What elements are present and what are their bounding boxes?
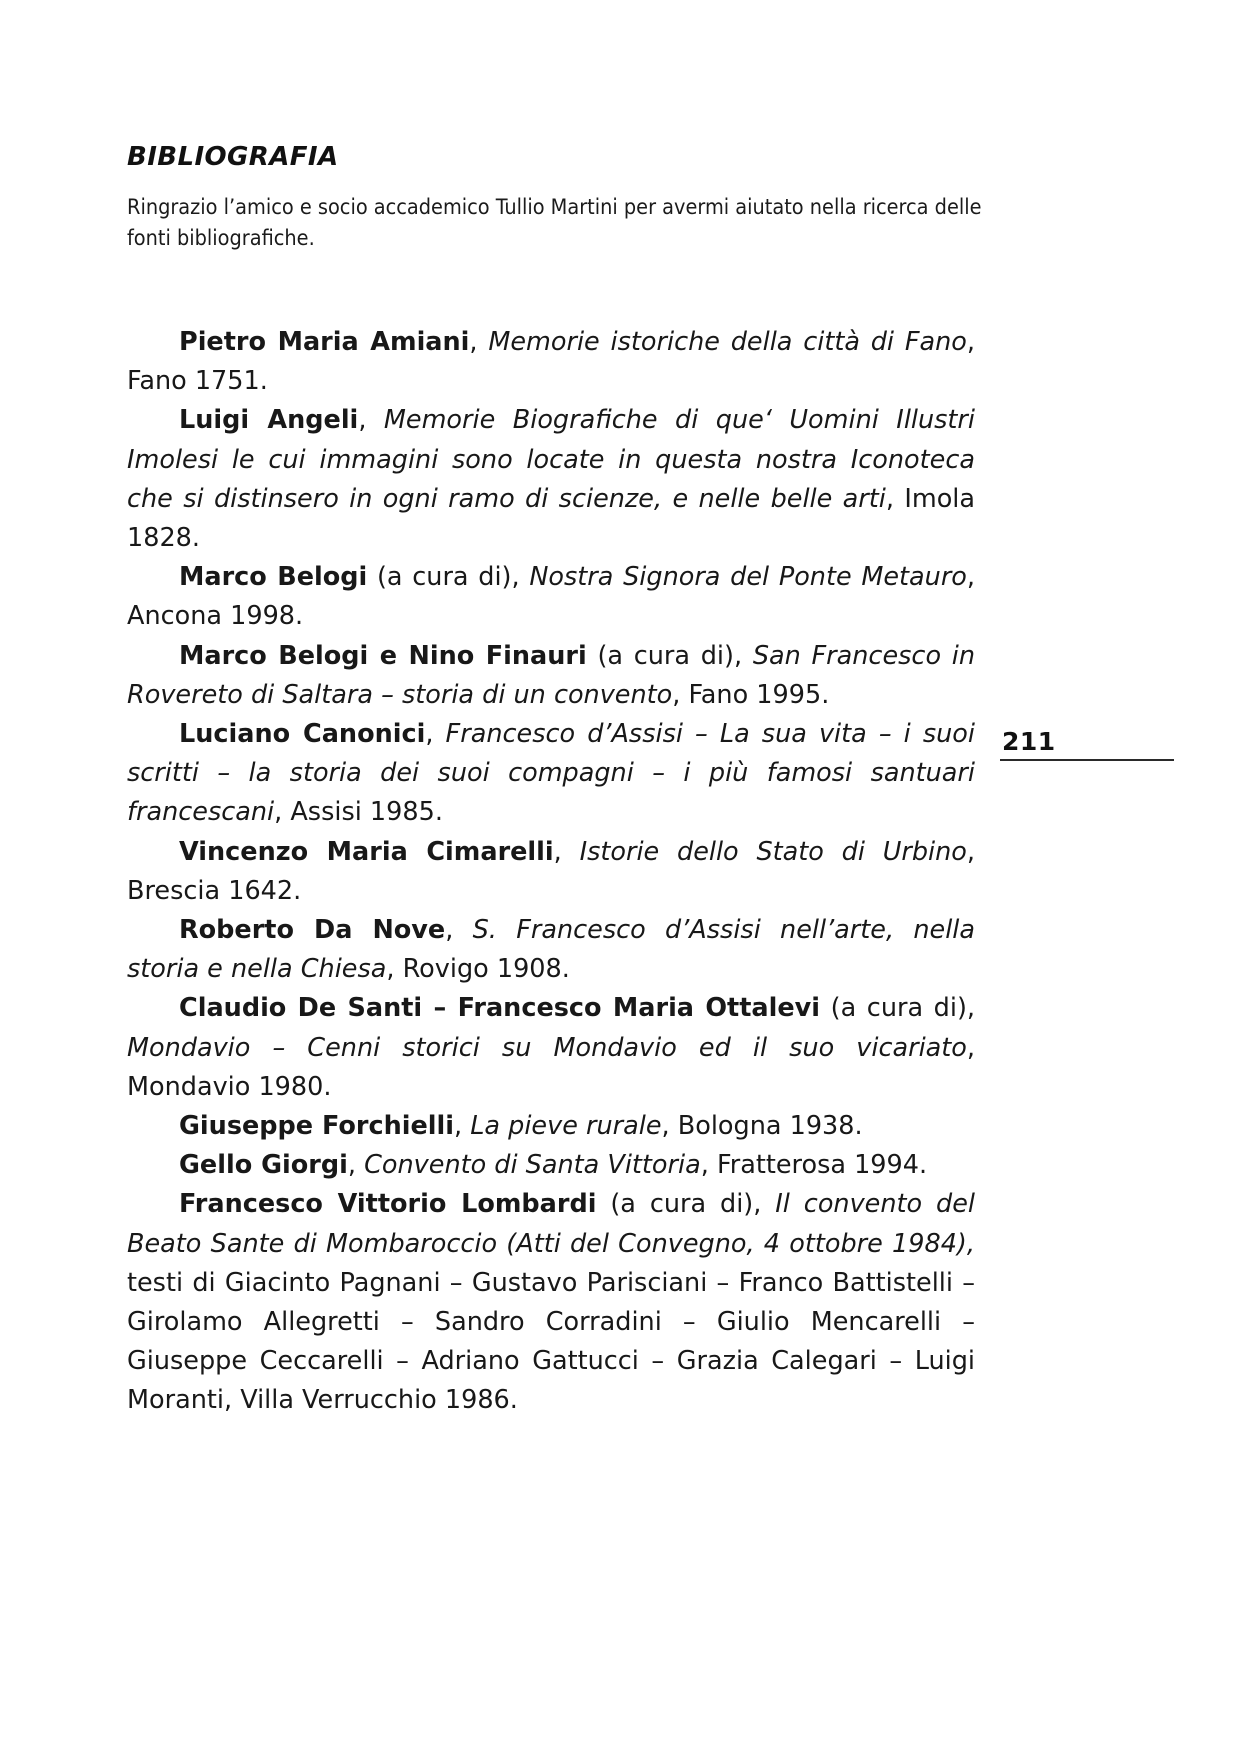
entry-contributors: testi di Giacinto Pagnani – Gustavo Parisciani – Franco Battistelli – Girolamo Allegretti – Sandro Corradini – Giulio Mencarelli – Giuseppe Ceccarelli – Adriano Gattucci – Grazia Calegari – Luigi Moranti,: [127, 1267, 975, 1416]
entry-separator: ,: [661, 1111, 678, 1142]
entry-imprint: Rovigo 1908.: [402, 954, 570, 985]
folio: [1000, 727, 1176, 761]
entry-separator: ,: [733, 640, 753, 671]
entry-author: Marco Belogi: [179, 562, 368, 593]
bibliography-entry: [127, 715, 975, 833]
entry-author: Francesco Vittorio Lombardi: [179, 1189, 597, 1220]
page-number: 211: [1002, 727, 1056, 756]
entry-title: Nostra Signora del Ponte Metauro: [529, 562, 967, 593]
entry-author: Roberto Da Nove: [179, 915, 446, 946]
entry-imprint: Brescia 1642.: [127, 875, 302, 906]
entry-imprint: Fano 1995.: [688, 679, 830, 710]
entry-author: Giuseppe Forchielli: [179, 1111, 454, 1142]
entry-role: (a cura di): [597, 640, 734, 671]
entry-separator: ,: [966, 327, 975, 357]
entry-author: Marco Belogi e Nino Finauri: [179, 640, 587, 671]
entry-title: La pieve rurale: [470, 1111, 662, 1142]
entry-separator: ,: [347, 1150, 365, 1181]
bibliography-entry: [127, 989, 975, 1107]
entry-separator: ,: [966, 836, 975, 867]
entry-title: Convento di Santa Vittoria: [364, 1150, 701, 1181]
entry-separator: [367, 562, 377, 592]
entry-imprint: Fano 1751.: [127, 366, 268, 397]
entry-separator: [820, 993, 831, 1023]
entry-title: Mondavio – Cenni storici su Mondavio ed il suo vicariato: [127, 1032, 967, 1063]
entry-title: San Francesco in Rovereto di Saltara – storia di un convento: [127, 640, 976, 710]
entry-role: (a cura di): [830, 993, 967, 1024]
bibliography-entry: [127, 833, 975, 911]
entry-title: Memorie Biografiche di que‘ Uomini Illustri Imolesi le cui immagini sono locate in questa nostra Iconoteca che si distinsero in ogni ramo di scienze, e nelle belle arti: [127, 405, 976, 514]
entry-separator: [596, 1189, 610, 1219]
bibliography-entry: [127, 1146, 975, 1185]
entry-separator: ,: [274, 797, 291, 828]
entry-separator: [232, 1385, 240, 1415]
entry-title: Memorie istoriche della città di Fano: [488, 327, 967, 357]
entry-title: S. Francesco d’Assisi nell’arte, nella storia e nella Chiesa: [127, 915, 975, 985]
entry-author: Gello Giorgi: [179, 1150, 348, 1181]
entry-separator: ,: [386, 954, 403, 985]
bibliography-entry: [127, 911, 975, 989]
entry-author: Luigi Angeli: [179, 405, 359, 436]
entry-imprint: Ancona 1998.: [127, 601, 304, 632]
bibliography-entry: [127, 1185, 975, 1420]
entry-imprint: Mondavio 1980.: [127, 1071, 332, 1102]
page-title: BIBLIOGRAFIA: [127, 142, 339, 173]
entry-title: Francesco d’Assisi – La sua vita – i suoi scritti – la storia dei suoi compagni – i più famosi santuari francescani: [127, 719, 975, 828]
entry-separator: ,: [358, 405, 384, 436]
bibliography-list: [127, 323, 975, 1421]
folio-rule: [1000, 759, 1174, 761]
entry-imprint: Bologna 1938.: [677, 1111, 863, 1142]
bibliography-entry: [127, 637, 975, 715]
entry-imprint: Assisi 1985.: [290, 797, 443, 828]
entry-title: Istorie dello Stato di Urbino: [579, 836, 967, 867]
entry-separator: ,: [672, 679, 689, 710]
entry-author: Luciano Canonici: [179, 719, 426, 750]
entry-role: (a cura di): [376, 562, 512, 593]
entry-imprint: Imola 1828.: [127, 483, 976, 554]
entry-imprint: Villa Verrucchio 1986.: [240, 1385, 518, 1416]
entry-separator: ,: [469, 327, 489, 357]
entry-role: (a cura di): [610, 1189, 754, 1220]
entry-author: Pietro Maria Amiani: [179, 327, 470, 357]
bibliography-entry: [127, 401, 975, 558]
entry-separator: ,: [453, 1111, 471, 1142]
entry-separator: ,: [885, 483, 905, 514]
entry-separator: ,: [753, 1189, 776, 1220]
entry-author: Claudio De Santi – Francesco Maria Ottalevi: [179, 993, 821, 1024]
entry-separator: ,: [966, 993, 975, 1024]
entry-separator: ,: [966, 562, 976, 593]
acknowledgement-note: Ringrazio l’amico e socio accademico Tullio Martini per avermi aiutato nella ricerca delle fonti bibliografiche.: [127, 195, 982, 251]
entry-separator: ,: [425, 719, 446, 750]
bibliography-entry: [127, 1107, 975, 1146]
entry-separator: [587, 641, 598, 671]
entry-separator: ,: [511, 562, 530, 593]
bibliography-entry: [127, 558, 975, 636]
entry-imprint: Fratterosa 1994.: [716, 1150, 928, 1181]
entry-author: Vincenzo Maria Cimarelli: [179, 836, 554, 867]
entry-separator: ,: [553, 836, 580, 867]
entry-separator: ,: [445, 915, 473, 946]
entry-separator: ,: [966, 1032, 975, 1063]
entry-title: Il convento del Beato Sante di Mombaroccio (Atti del Convegno, 4 ottobre 1984),: [127, 1189, 975, 1259]
bibliography-entry: [127, 323, 975, 401]
entry-separator: ,: [700, 1150, 717, 1181]
